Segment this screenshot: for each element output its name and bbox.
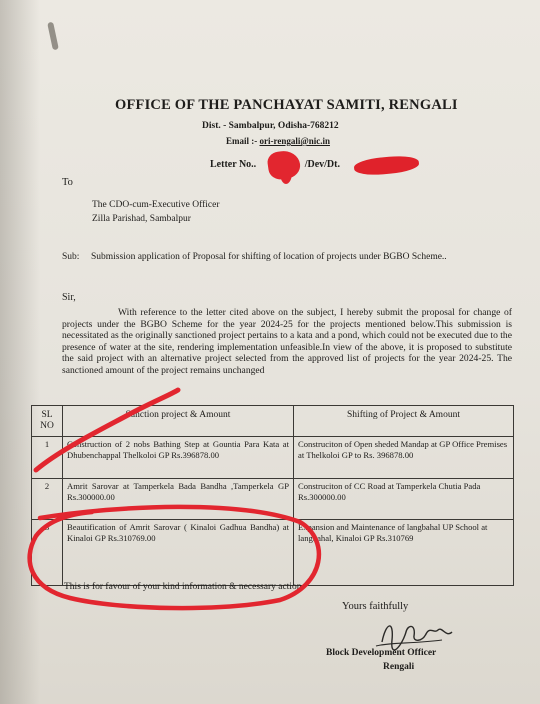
cell-sanction: Amrit Sarovar at Tamperkela Bada Bandha ,Tamperkela GP Rs.300000.00 bbox=[63, 479, 294, 520]
signatory-place: Rengali bbox=[383, 662, 415, 672]
recipient-line-1: The CDO-cum-Executive Officer bbox=[92, 200, 220, 210]
column-header-shifting: Shifting of Project & Amount bbox=[294, 406, 514, 437]
redaction-mark bbox=[280, 162, 292, 184]
table-row bbox=[32, 520, 514, 586]
subject-label: Sub: bbox=[62, 252, 80, 262]
signatory-title: Block Development Officer bbox=[326, 648, 437, 658]
office-title: OFFICE OF THE PANCHAYAT SAMITI, RENGALI bbox=[115, 97, 458, 113]
letter-prefix: Letter No.. bbox=[210, 159, 257, 170]
cell-sl: 2 bbox=[32, 479, 63, 520]
salutation: Sir, bbox=[62, 292, 76, 303]
recipient-line-2: Zilla Parishad, Sambalpur bbox=[92, 214, 191, 224]
cell-sl: 3 bbox=[32, 520, 63, 586]
cell-sl: 1 bbox=[32, 437, 63, 479]
email-label: Email :- bbox=[226, 136, 258, 146]
projects-table bbox=[31, 405, 514, 586]
cell-sanction: Beautification of Amrit Sarovar ( Kinaloi Gadhua Bandha) at Kinaloi GP Rs.310769.00 bbox=[63, 520, 294, 586]
cell-shifting: Construciton of CC Road at Tamperkela Chutia Pada Rs.300000.00 bbox=[294, 479, 514, 520]
table-row bbox=[32, 479, 514, 520]
body-paragraph: With reference to the letter cited above on the subject, I hereby submit the proposal for change of projects under the BGBO Scheme for the year 2024-25 for the projects mentioned below.This submission is necessitated as the originally sanctioned project pertains to a kata and a pond, which could not be executed due to the presence of water at the site, rendering implementation unfeasible.In view of the above, it is proposed to substitute the said project with an alternative project selected from the approved list of projects for the year 2024-25. The sanctioned amount of the project remains unchanged bbox=[62, 307, 512, 376]
email-value: ori-rengali@nic.in bbox=[259, 136, 330, 146]
cell-shifting: Construciton of Open sheded Mandap at GP Office Premises at Thelkoloi GP to Rs. 396878.00 bbox=[294, 437, 514, 479]
letter-dev-date: /Dev/Dt. bbox=[304, 159, 340, 170]
handwritten-signature bbox=[372, 612, 462, 652]
table-header-row bbox=[32, 406, 514, 437]
office-district: Dist. - Sambalpur, Odisha-768212 bbox=[202, 121, 339, 131]
cell-sanction: Construction of 2 nobs Bathing Step at Gountia Para Kata at Dhubenchappal Thelkoloi GP Rs.396878.00 bbox=[63, 437, 294, 479]
yours-faithfully: Yours faithfully bbox=[342, 601, 409, 612]
table-row bbox=[32, 437, 514, 479]
cell-shifting: Expansion and Maintenance of langbahal UP School at langbahal, Kinaloi GP Rs.310769 bbox=[294, 520, 514, 586]
subject-text: Submission application of Proposal for shifting of location of projects under BGBO Scheme.. bbox=[91, 252, 447, 262]
column-header-sanction: Sanction project & Amount bbox=[63, 406, 294, 437]
to-label: To bbox=[62, 177, 73, 188]
office-email bbox=[226, 136, 330, 146]
closing-line: This is for favour of your kind information & necessary action. bbox=[64, 582, 304, 592]
page-shadow bbox=[0, 0, 40, 704]
column-header-sl: SL NO bbox=[32, 406, 63, 437]
